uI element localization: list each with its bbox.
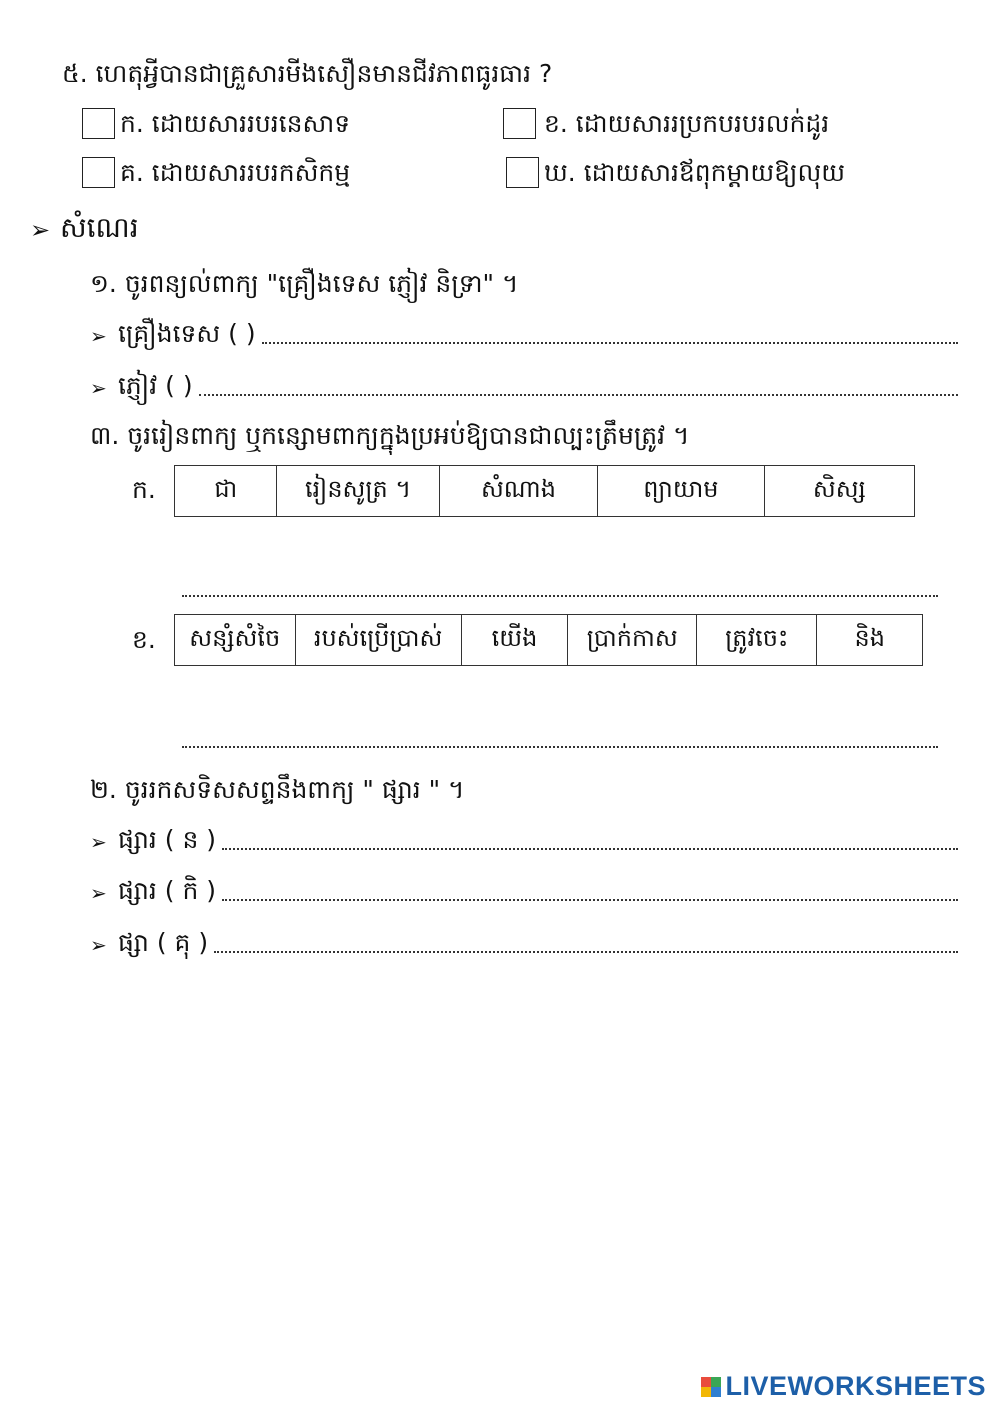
q1-answer-row-2 [118,370,958,402]
q2-item-2-label: ផ្សារ ( កិ ) [118,876,217,905]
arrow-bullet-icon: ➢ [90,830,107,854]
option-c-label: គ. ដោយសាររបរកសិកម្ម [120,158,351,187]
option-a-checkbox[interactable] [82,108,115,139]
question-5-text: ៥. ហេតុអ្វីបានជាគ្រួសារមីងសឿនមានជីវភាពធូរធារ ? [62,59,553,88]
arrow-bullet-icon: ➢ [30,216,51,244]
answer-dotted-line[interactable] [199,394,958,396]
word-table-a [174,465,915,517]
option-d-checkbox[interactable] [506,157,539,188]
answer-dotted-line[interactable] [222,848,958,850]
answer-dotted-line[interactable] [222,899,958,901]
answer-dotted-line[interactable] [182,595,938,597]
arrow-bullet-icon: ➢ [90,324,107,348]
option-a-label: ក. ដោយសាររបរនេសាទ [120,109,351,138]
arrow-bullet-icon: ➢ [90,376,107,400]
option-b-label: ខ. ដោយសាររប្រកបរបរលក់ដូរ [544,109,830,138]
q2-item-3-label: ផ្សា ( គុ ) [118,928,209,957]
table-b-label: ខ. [132,625,156,654]
option-b-checkbox[interactable] [503,108,536,139]
table-a-label: ក. [132,475,156,504]
option-c-checkbox[interactable] [82,157,115,188]
section-title: សំណេរ [60,211,139,244]
question-1-text: ១. ចូរពន្យល់ពាក្យ "គ្រឿងទេស ភ្ញៀវ និទ្រា" ។ [90,269,519,298]
word-cell: ប្រាក់កាស [568,615,697,666]
option-d-label: ឃ. ដោយសារឪពុកម្តាយឱ្យលុយ [544,158,846,187]
answer-dotted-line[interactable] [262,342,958,344]
q2-answer-row-3 [118,927,958,959]
word-cell: យើង [461,615,568,666]
word-cell: ព្យាយាម [598,466,764,517]
q2-answer-row-2 [118,875,958,907]
question-2-text: ២. ចូររកសទិសសព្ទនឹងពាក្យ " ផ្សារ " ។ [90,775,465,804]
q1-item-2-label: ភ្ញៀវ ( ) [118,371,193,400]
answer-dotted-line[interactable] [182,746,938,748]
word-cell: របស់ប្រើប្រាស់ [295,615,461,666]
logo-brand-text: LIVEWORKSHEETS [725,1371,986,1401]
arrow-bullet-icon: ➢ [90,933,107,957]
word-cell: សំណាង [439,466,597,517]
q2-answer-row-1 [118,824,958,856]
q1-item-1-label: គ្រឿងទេស ( ) [118,319,256,348]
word-cell: ត្រូវចេះ [697,615,817,666]
word-cell: រៀនសូត្រ ។ [277,466,439,517]
word-cell: ជា [175,466,277,517]
arrow-bullet-icon: ➢ [90,881,107,905]
word-cell: និង [817,615,923,666]
q2-item-1-label: ផ្សារ ( ន ) [118,825,217,854]
logo-squares-icon [701,1377,721,1397]
liveworksheets-logo [701,1371,986,1402]
word-table-b [174,614,923,666]
word-cell: សិស្ស [764,466,914,517]
q1-answer-row-1 [118,318,958,350]
question-3-text: ៣. ចូររៀនពាក្យ ឬកន្សោមពាក្យក្នុងប្រអប់ឱ្យបានជាល្បះត្រឹមត្រូវ ។ [90,421,690,450]
word-cell: សន្សំសំចៃ [175,615,296,666]
answer-dotted-line[interactable] [214,951,958,953]
